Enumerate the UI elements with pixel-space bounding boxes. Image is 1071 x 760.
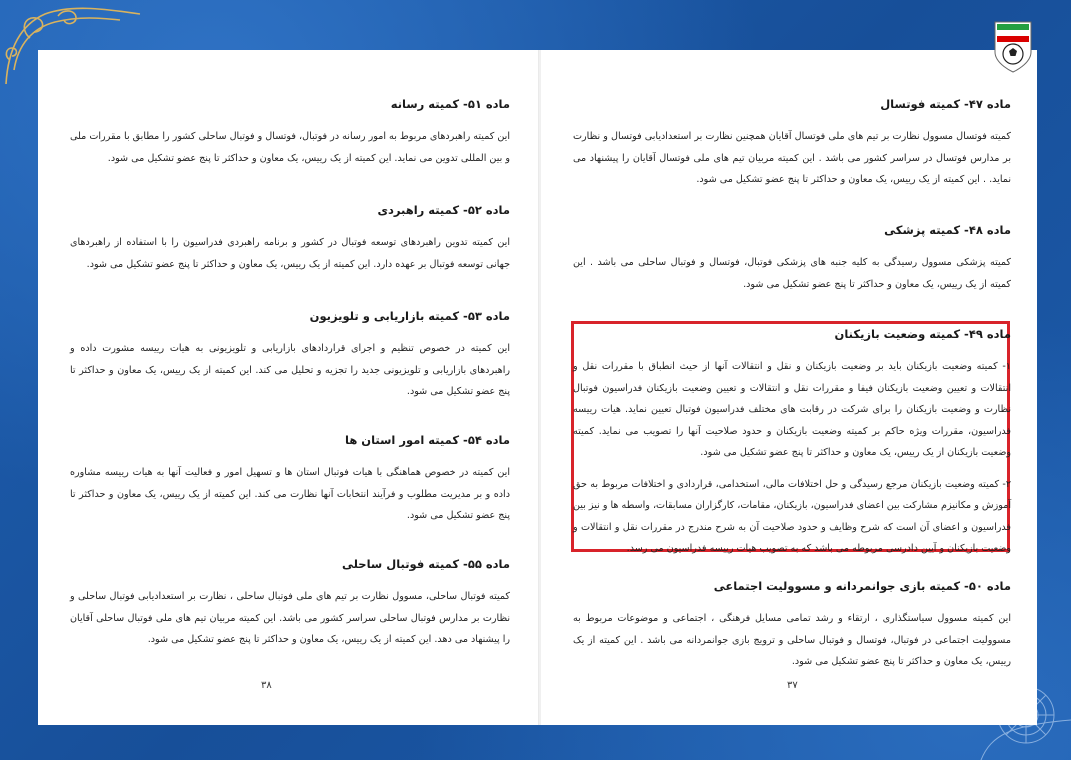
article-paragraph: این کمیته در خصوص هماهنگی با هیات فوتبال استان ها و تسهیل امور و فعالیت آنها به هیات رییسه مشاوره داده و بر مدیریت مطلوب و فرآیند انتخابات آنها نظارت می کند. این کمیته از یک رییس، یک معاون و حداکثر تا پنج عضو تشکیل می شود.	[70, 467, 510, 521]
left-page	[38, 50, 538, 725]
article-title: ماده ۵۵- کمیته فوتبال ساحلی	[341, 557, 510, 571]
right-page	[541, 50, 1037, 725]
page-number: ۳۸	[261, 680, 272, 691]
article-55	[70, 556, 510, 651]
article-title: ماده ۴۸- کمیته پزشکی	[884, 223, 1011, 237]
article-47	[573, 96, 1011, 191]
article-48	[573, 222, 1011, 295]
article-54	[70, 432, 510, 527]
article-49	[573, 326, 1011, 560]
article-paragraph: کمیته پزشکی مسوول رسیدگی به کلیه جنبه های پزشکی فوتبال، فوتسال و فوتبال ساحلی می باشد . این کمیته از یک رییس، یک معاون و حداکثر تا پنج عضو تشکیل می شود.	[573, 257, 1011, 290]
article-paragraph: ۱- کمیته وضعیت بازیکنان باید بر وضعیت بازیکنان و نقل و انتقالات آنها از حیث انطباق با مقررات نقل و انتقالات و تعیین وضعیت بازیکنان فیفا و مقررات نقل و انتقالات و تعیین وضعیت بازیکنان فدراسیون فوتبال نظارت و وضعیت بازیکنان را برای شرکت در رقابت های مختلف فدراسیون فوتبال تعیین نماید. هیات رییسه فدراسیون، مقررات ویژه حاکم بر کمیته وضعیت بازیکنان و حدود صلاحیت آنها را تصویب می نماید. کمیته وضعیت بازیکنان از یک رییس، یک معاون و حداکثر تا پنج عضو تشکیل می شود.	[573, 361, 1011, 458]
article-paragraph: کمیته فوتسال مسوول نظارت بر تیم های ملی فوتسال آقایان همچنین نظارت بر استعدادیابی فوتسال و نظارت بر مدارس فوتسال در سراسر کشور می باشد . این کمیته مربیان تیم های ملی فوتسال آقایان را پیشنهاد می نماید. . این کمیته از یک رییس، یک معاون و حداکثر تا پنج عضو تشکیل می شود.	[573, 131, 1011, 185]
article-title: ماده ۵۰- کمیته بازی جوانمردانه و مسوولیت اجتماعی	[713, 579, 1011, 593]
article-51	[70, 96, 510, 169]
article-paragraph: این کمیته مسوول سیاستگذاری ، ارتقاء و رشد تمامی مسایل فرهنگی ، اجتماعی و موضوعات مربوط به مسوولیت اجتماعی در فوتبال، فوتسال و فوتبال ساحلی و ترویج بازی جوانمردانه می باشد . این کمیته از یک رییس، یک معاون و حداکثر تا پنج عضو تشکیل می شود.	[573, 613, 1011, 667]
article-title: ماده ۵۲- کمیته راهبردی	[377, 203, 510, 217]
article-53	[70, 308, 510, 403]
article-50	[573, 578, 1011, 673]
article-title: ماده ۵۱- کمیته رسانه	[390, 97, 510, 111]
article-title: ماده ۴۷- کمیته فوتسال	[880, 97, 1011, 111]
federation-logo-icon	[993, 20, 1033, 74]
article-title: ماده ۵۴- کمیته امور استان ها	[345, 433, 510, 447]
article-title: ماده ۴۹- کمیته وضعیت بازیکنان	[834, 327, 1011, 341]
article-paragraph: کمیته فوتبال ساحلی، مسوول نظارت بر تیم های ملی فوتبال ساحلی ، نظارت بر استعدادیابی فوتبال ساحلی و نظارت بر مدارس فوتبال ساحلی سراسر کشور می باشد. این کمیته مربیان تیم های ملی فوتبال ساحلی آقایان را پیشنهاد می دهد. این کمیته از یک رییس، یک معاون و حداکثر تا پنج عضو تشکیل می شود.	[70, 591, 510, 645]
article-paragraph: این کمیته راهبردهای مربوط به امور رسانه در فوتبال، فوتسال و فوتبال ساحلی کشور را مطابق با مقررات ملی و بین المللی تدوین می نماید. این کمیته از یک رییس، یک معاون و حداکثر تا پنج عضو تشکیل می شود.	[70, 131, 510, 164]
article-paragraph: این کمیته در خصوص تنظیم و اجرای قراردادهای بازاریابی و تلویزیونی به هیات رییسه مشورت داده و راهبردهای بازاریابی و تلویزیونی جدید را تجزیه و تحلیل می کند. این کمیته از یک رییس، یک معاون و حداکثر تا پنج عضو تشکیل می شود.	[70, 343, 510, 397]
article-paragraph: ۲- کمیته وضعیت بازیکنان مرجع رسیدگی و حل اختلافات مالی، استخدامی، قراردادی و اختلافات مربوط به حق آموزش و مکانیزم مشارکت بین اعضای فدراسیون، بازیکنان، مقامات، کارگزاران مسابقات، واسطه ها و نیز بین فدراسیون و اعضای آن است که شرح وظایف و حدود صلاحیت آن به شرح مندرج در مقررات نقل و انتقالات و وضعیت بازیکنان و آیین دادرسی مربوطه می باشد که به تصویب هیات رییسه فدراسیون می رسد.	[573, 478, 1011, 554]
article-paragraph: این کمیته تدوین راهبردهای توسعه فوتبال در کشور و برنامه راهبردی فدراسیون را با استفاده از راهبردهای جهانی توسعه فوتبال بر عهده دارد. این کمیته از یک رییس، یک معاون و حداکثر تا پنج عضو تشکیل می شود.	[70, 237, 510, 270]
page-number: ۳۷	[787, 680, 798, 691]
article-52	[70, 202, 510, 275]
article-title: ماده ۵۳- کمیته بازاریابی و تلویزیون	[309, 309, 510, 323]
